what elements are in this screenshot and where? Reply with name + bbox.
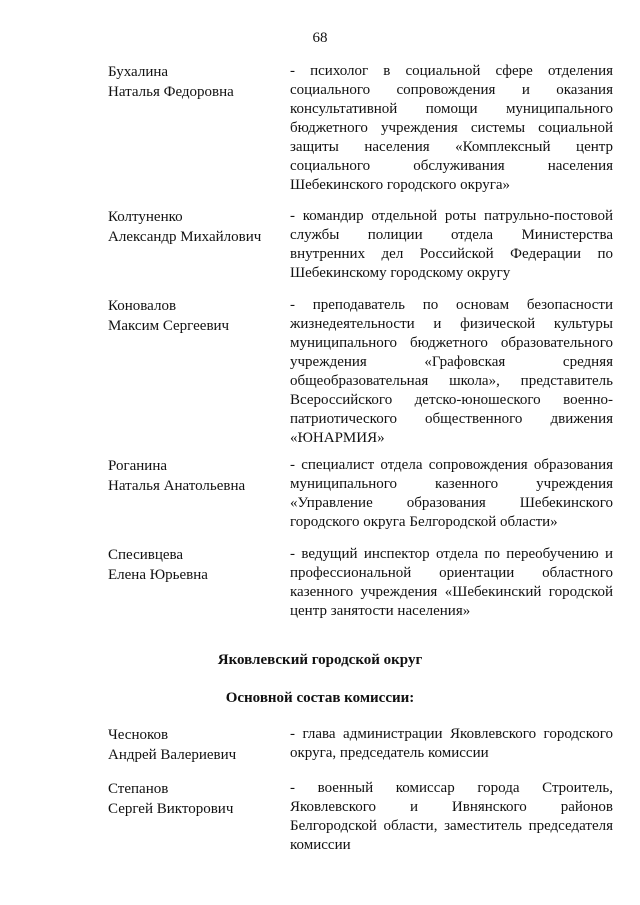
member-role: - глава администрации Яковлевского городского округа, председатель комиссии [290, 726, 613, 761]
member-given-names: Максим Сергеевич [108, 318, 230, 334]
member-name [108, 207, 283, 247]
member-given-names: Елена Юрьевна [108, 567, 208, 583]
subsection-title: Основной состав комиссии: [225, 690, 415, 706]
member-surname: Степанов [108, 781, 169, 797]
member-given-names: Наталья Федоровна [108, 84, 234, 100]
member-given-names: Андрей Валериевич [108, 747, 237, 763]
member-role: - специалист отдела сопровождения образования муниципального казенного учреждения «Управление образования Шебекинского городского округа Белгородской области» [290, 457, 613, 530]
member-surname: Чесноков [108, 727, 169, 743]
member-given-names: Наталья Анатольевна [108, 478, 246, 494]
member-given-names: Александр Михайлович [108, 229, 262, 245]
member-name [108, 545, 283, 585]
member-name [108, 779, 283, 819]
member-role: - командир отдельной роты патрульно-постовой службы полиции отдела Министерства внутренних дел Российской Федерации по Шебекинскому городскому округу [290, 208, 613, 281]
member-name [108, 296, 283, 336]
member-surname: Спесивцева [108, 547, 184, 563]
member-role: - военный комиссар города Строитель, Яковлевского и Ивнянского районов Белгородской области, заместитель председателя комиссии [290, 780, 613, 853]
member-surname: Коновалов [108, 298, 177, 314]
member-surname: Колтуненко [108, 209, 183, 225]
section-title: Яковлевский городской округ [217, 652, 423, 668]
member-surname: Роганина [108, 458, 168, 474]
member-given-names: Сергей Викторович [108, 801, 234, 817]
member-name [108, 456, 283, 496]
member-role: - психолог в социальной сфере отделения социального сопровождения и оказания консультативной помощи муниципального бюджетного учреждения системы социальной защиты населения «Комплексный центр социального обслуживания населения Шебекинского городского округа» [290, 63, 613, 193]
member-role: - преподаватель по основам безопасности жизнедеятельности и физической культуры муниципального бюджетного образовательного учреждения «Графовская средняя общеобразовательная школа», представитель Всероссийского детско-юношеского военно-патриотического общественного движения «ЮНАРМИЯ» [290, 297, 613, 446]
member-surname: Бухалина [108, 64, 169, 80]
page-number: 68 [312, 30, 328, 46]
member-name [108, 725, 283, 765]
member-name [108, 62, 283, 102]
member-role: - ведущий инспектор отдела по переобучению и профессиональной ориентации областного казенного учреждения «Шебекинский городской центр занятости населения» [290, 546, 613, 619]
